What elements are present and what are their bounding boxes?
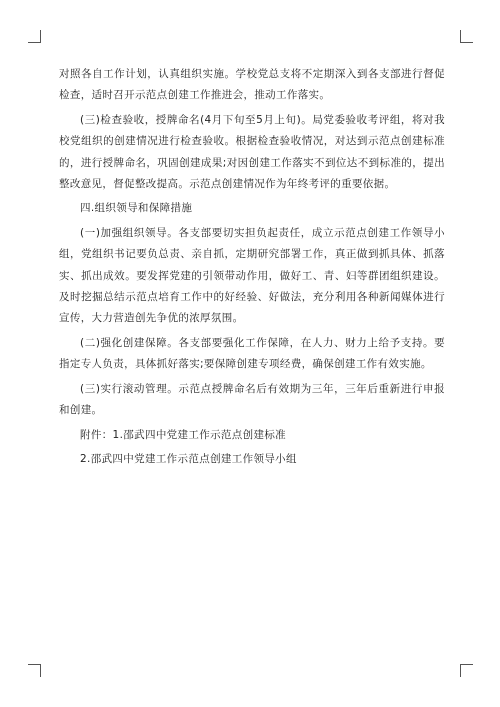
paragraph-inspection: (三)检查验收，授牌命名(4月下旬至5月上旬)。局党委验收考评组，将对我校党组织的创建情况进行检查验收。根据检查验收情况，对达到示范点创建标准的，进行授牌命名，巩固创建成果;对因创建工作落实不到位达不到标准的，提出整改意见，督促整改提高。示范点创建情况作为年终考评的重要依据。 [59,113,445,191]
paragraph-leadership: (一)加强组织领导。各支部要切实担负起责任，成立示范点创建工作领导小组，党组织书记要负总责、亲自抓，定期研究部署工作，真正做到抓具体、抓落实、抓出成效。要发挥党建的引领带动作用，做好工、青、妇等群团组织建设。及时挖掘总结示范点培育工作中的好经验、好做法，充分利用各种新闻媒体进行宣传，大力营造创先争优的浓厚氛围。 [59,226,445,325]
section-heading: 四.组织领导和保障措施 [80,202,193,215]
attachment-1: 附件：1.邵武四中党建工作示范点创建标准 [80,428,287,441]
crop-mark-bottom-right [460,664,473,677]
paragraph-rolling-management: (三)实行滚动管理。示范点授牌命名后有效期为三年，三年后重新进行申报和创建。 [59,382,445,417]
crop-mark-bottom-left [28,664,41,677]
attachment-2: 2.邵武四中党建工作示范点创建工作领导小组 [80,452,297,465]
paragraph-continuation: 对照各自工作计划，认真组织实施。学校党总支将不定期深入到各支部进行督促检查，适时召开示范点创建工作推进会，推动工作落实。 [59,68,445,102]
crop-mark-top-right [460,30,473,43]
crop-mark-top-left [28,30,41,43]
document-body [59,64,445,473]
paragraph-guarantee: (二)强化创建保障。各支部要强化工作保障，在人力、财力上给予支持。要指定专人负责，具体抓好落实;要保障创建专项经费，确保创建工作有效实施。 [59,336,445,371]
